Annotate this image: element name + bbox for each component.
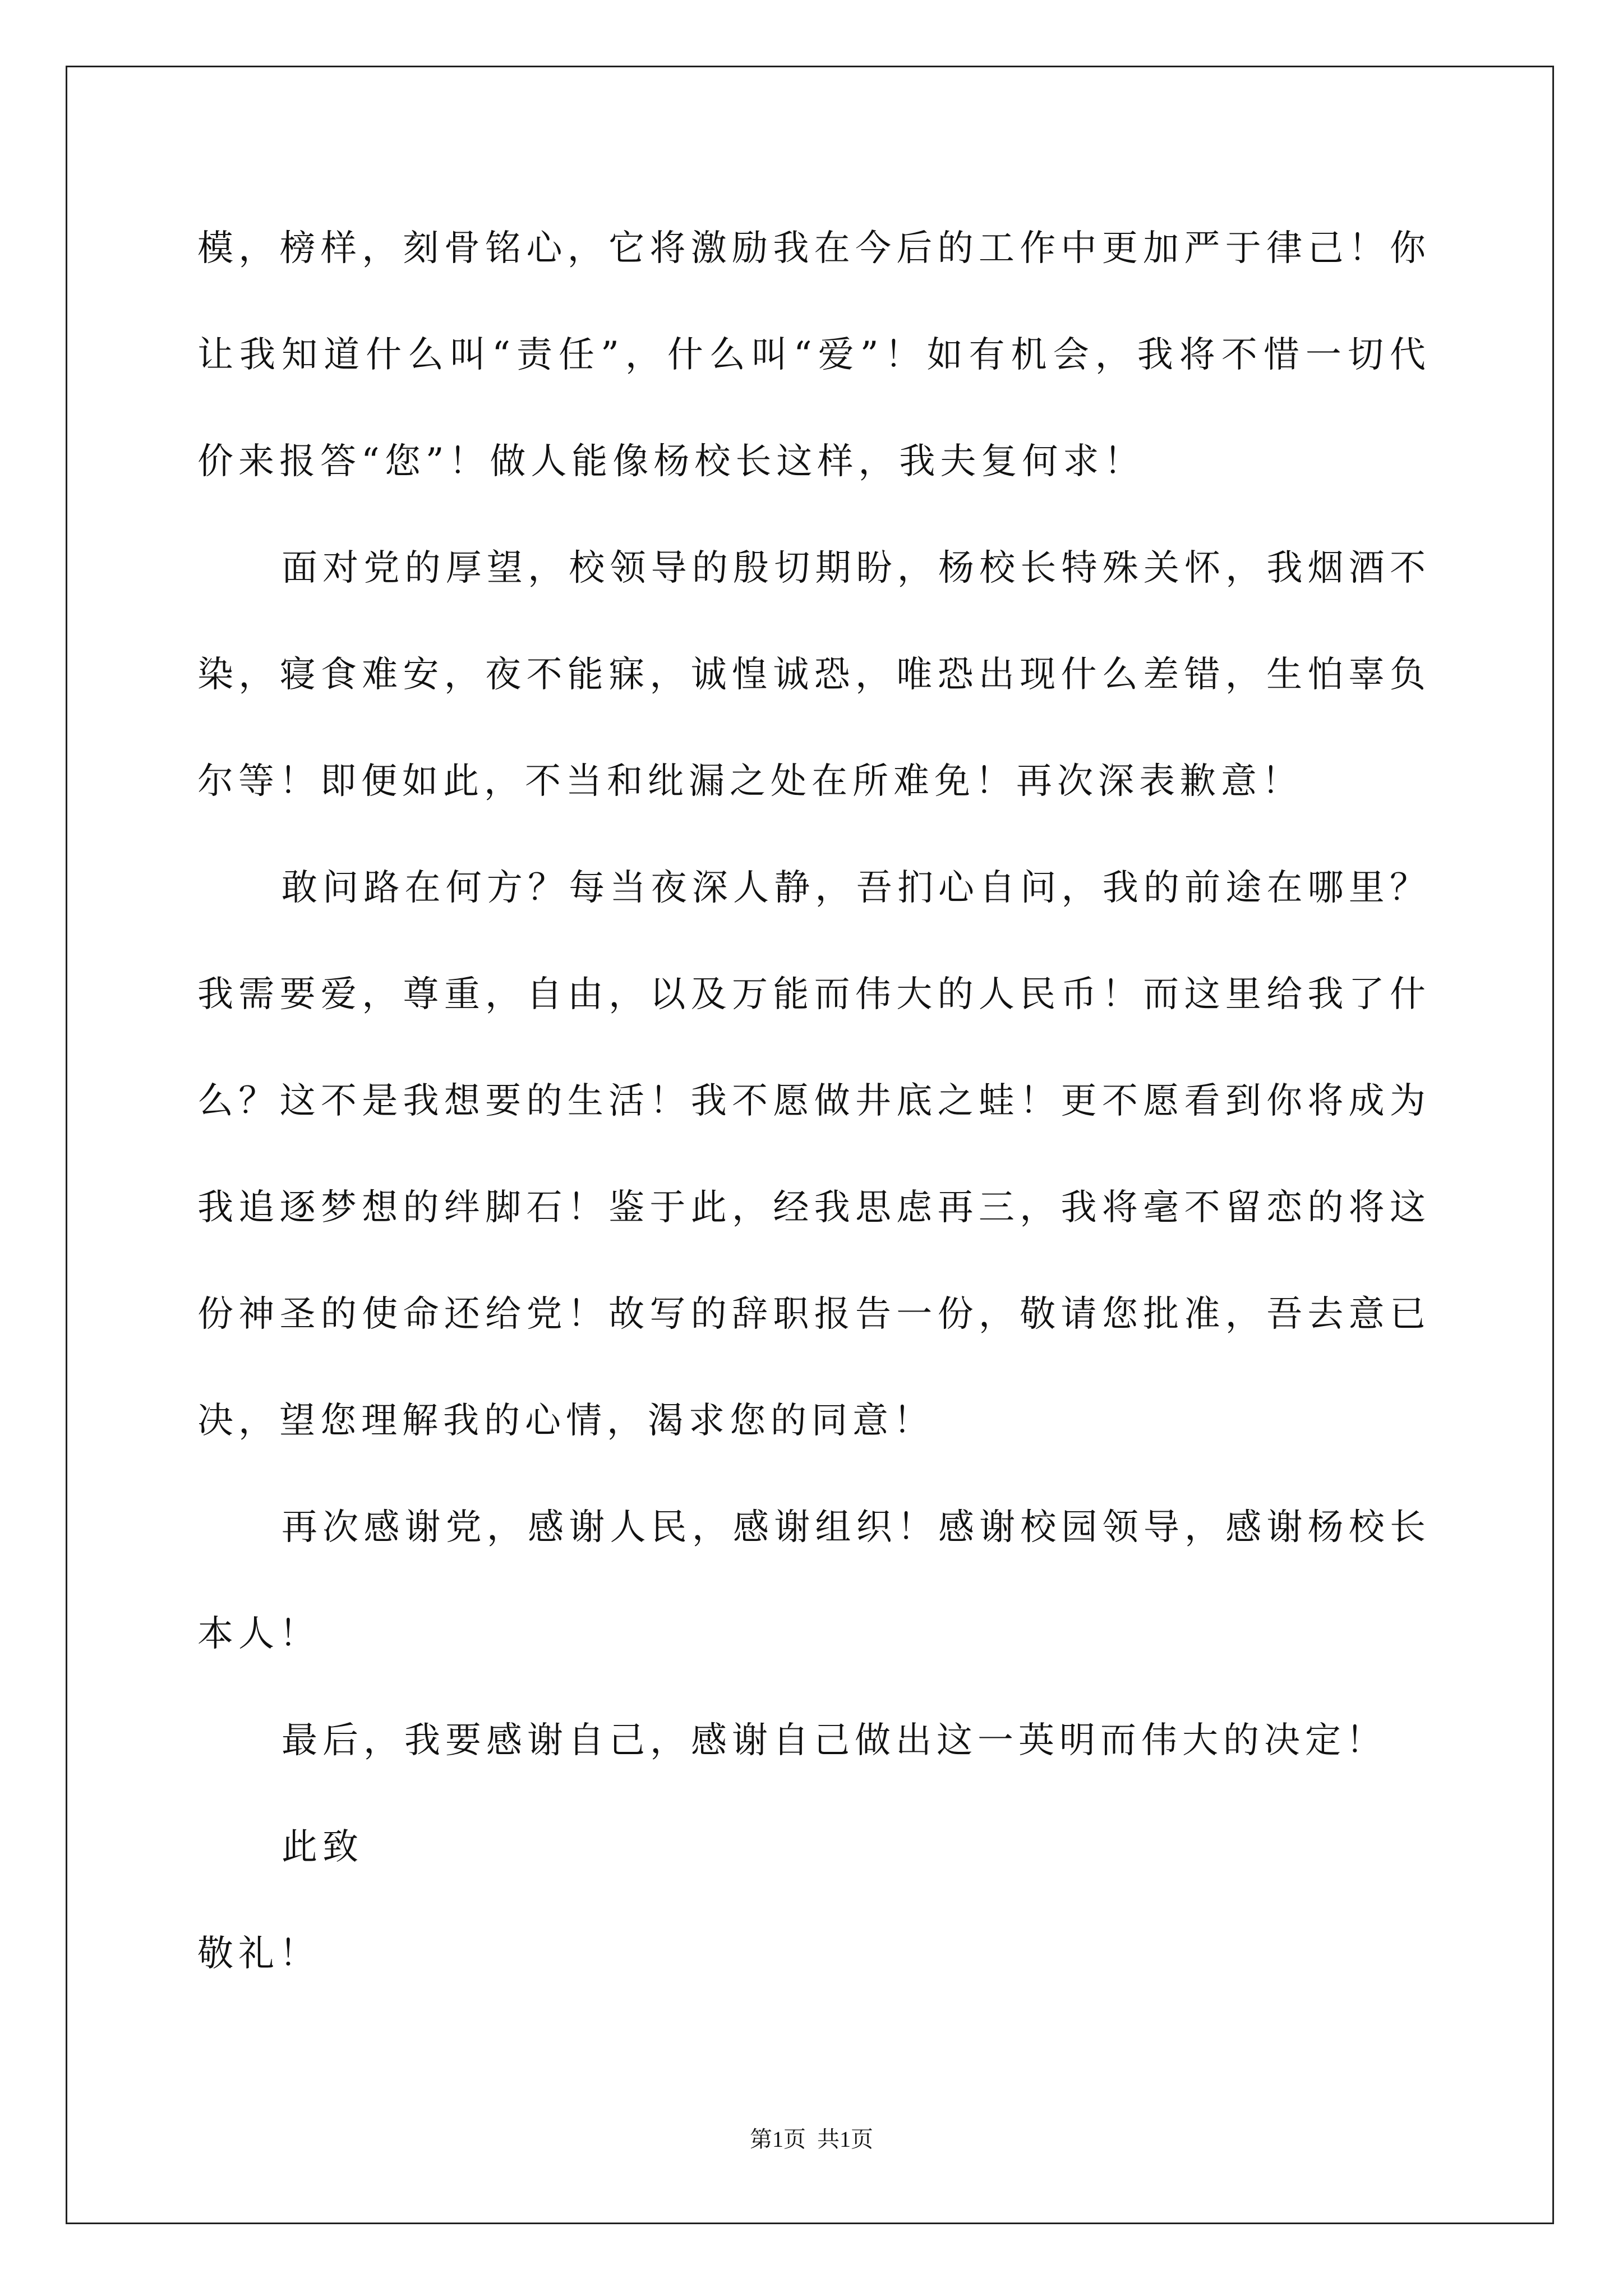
paragraph [197,195,1426,515]
text-line: 我追逐梦想的绊脚石！鉴于此，经我思虑再三，我将毫不留恋的将这 [197,1187,1426,1228]
page-number: 第1页 共1页 [750,2127,873,2152]
text-line: 敬礼！ [197,1933,320,1975]
text-line: 份神圣的使命还给党！故写的辞职报告一份，敬请您批准，吾去意已 [197,1294,1426,1335]
closing-salutation [197,1794,1426,1901]
paragraph [197,1474,1426,1687]
text-line: 让我知道什么叫“责任”，什么叫“爱”！如有机会，我将不惜一切代 [197,334,1426,376]
text-line: 么？这不是我想要的生活！我不愿做井底之蛙！更不愿看到你将成为 [197,1080,1426,1122]
text-line: 模，榜样，刻骨铭心，它将激励我在今后的工作中更加严于律己！你 [197,228,1426,269]
letter-body [197,195,1426,2007]
text-line: 最后，我要感谢自己，感谢自己做出这一英明而伟大的决定！ [282,1720,1387,1761]
text-line: 再次感谢党，感谢人民，感谢组织！感谢校园领导，感谢杨校长 [282,1507,1426,1548]
text-line: 我需要爱，尊重，自由，以及万能而伟大的人民币！而这里给我了什 [197,974,1426,1015]
text-line: 价来报答“您”！做人能像杨校长这样，我夫复何求！ [197,441,1145,482]
paragraph [197,515,1426,835]
text-line: 敢问路在何方？每当夜深人静，吾扪心自问，我的前途在哪里？ [282,867,1426,909]
text-line: 染，寝食难安，夜不能寐，诚惶诚恐，唯恐出现什么差错，生怕辜负 [197,654,1426,696]
paragraph [197,835,1426,1474]
text-line: 决，望您理解我的心情，渴求您的同意！ [197,1400,934,1442]
text-line: 此致 [282,1826,363,1868]
paragraph [197,1687,1426,1794]
text-line: 尔等！即便如此，不当和纰漏之处在所难免！再次深表歉意！ [197,761,1303,802]
text-line: 本人！ [197,1613,320,1655]
text-line: 面对党的厚望，校领导的殷切期盼，杨校长特殊关怀，我烟酒不 [282,547,1426,589]
closing-regards [197,1901,1426,2007]
